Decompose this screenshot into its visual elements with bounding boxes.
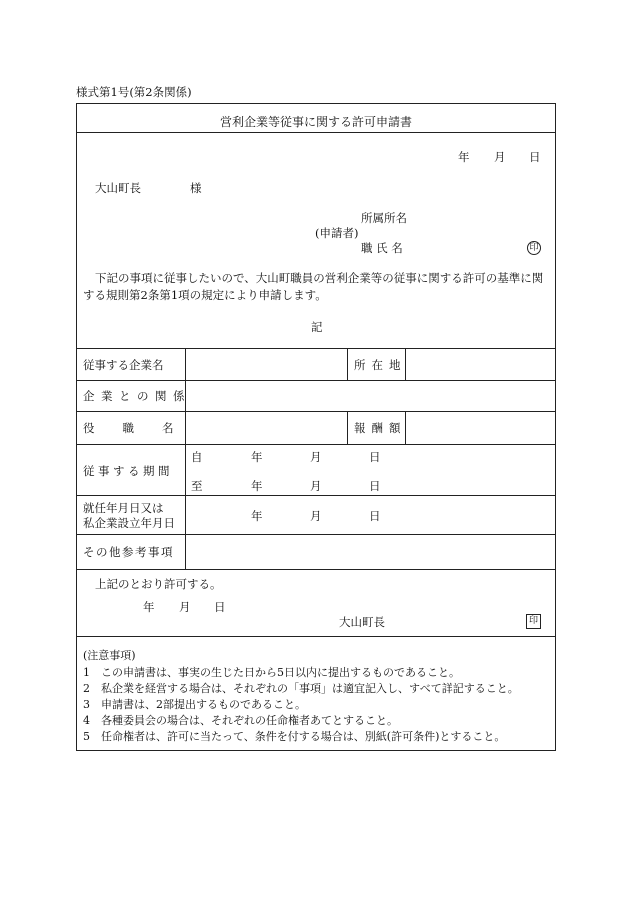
- title-divider: [77, 132, 555, 133]
- affiliation-label: 所属所名: [361, 211, 407, 225]
- approval-month: 月: [179, 600, 191, 614]
- company-name-label: [83, 357, 179, 373]
- location-field[interactable]: [406, 349, 554, 379]
- notes-item-3: 3 申請書は、2部提出するものであること。: [83, 698, 306, 711]
- other-field[interactable]: [186, 535, 554, 568]
- name-label: 職 氏 名: [361, 241, 403, 255]
- notes-item-1: 1 この申請書は、事実の生じた日から5日以内に提出するものであること。: [83, 666, 460, 679]
- notes-heading: (注意事項): [83, 649, 136, 662]
- location-label: 所在地: [354, 358, 407, 372]
- position-label: 役職名: [83, 421, 202, 435]
- appointment-label-2: 私企業設立年月日: [83, 516, 175, 530]
- form-title: 営利企業等従事に関する許可申請書: [219, 115, 412, 129]
- form-number: 様式第1号(第2条関係): [76, 85, 192, 99]
- request-text: 下記の事項に従事したいので、大山町職員の営利企業等の従事に関する許可の基準に関する規則第2条第1項の規定により申請します。: [83, 271, 544, 302]
- date-day: 日: [529, 150, 541, 164]
- approval-authority: 大山町長: [339, 615, 385, 629]
- period-from-prefix: 自: [191, 450, 203, 464]
- appointment-day: 日: [369, 509, 381, 523]
- period-to-prefix: 至: [191, 479, 203, 493]
- period-from-month: 月: [310, 450, 322, 464]
- approval-text: 上記のとおり許可する。: [95, 577, 222, 591]
- approval-seal: 印: [526, 614, 541, 629]
- notes-item-5: 5 任命権者は、許可に当たって、条件を付する場合は、別紙(許可条件)とすること。: [83, 730, 506, 743]
- notes-divider: [77, 636, 555, 637]
- approval-day: 日: [214, 600, 226, 614]
- location-left-line: [347, 348, 348, 380]
- period-from-year: 年: [251, 450, 263, 464]
- period-label: 従事する期間: [83, 464, 173, 478]
- salary-label: 報酬額: [354, 421, 407, 435]
- period-from-day: 日: [369, 450, 381, 464]
- applicant-label: (申請者): [315, 226, 359, 240]
- other-label: その他参考事項: [83, 545, 174, 559]
- appointment-label-1: 就任年月日又は: [83, 501, 164, 515]
- row-line-3: [77, 444, 555, 445]
- row-line-4: [77, 495, 555, 496]
- notes-item-2: 2 私企業を経営する場合は、それぞれの「事項」は適宜記入し、すべて詳記すること。: [83, 682, 519, 695]
- approval-year: 年: [143, 600, 155, 614]
- notes-item-4: 4 各種委員会の場合は、それぞれの任命権者あてとすること。: [83, 714, 398, 727]
- company-name-text: 従事する企業名: [83, 358, 164, 372]
- date-year: 年: [458, 150, 470, 164]
- ki-mark: 記: [311, 320, 323, 334]
- salary-field[interactable]: [406, 412, 554, 443]
- application-form: [76, 103, 556, 751]
- company-name-field[interactable]: [186, 349, 346, 379]
- period-to-month: 月: [310, 479, 322, 493]
- appointment-year: 年: [251, 509, 263, 523]
- addressee-name: 大山町長: [95, 181, 141, 195]
- applicant-seal: 印: [527, 241, 541, 255]
- addressee-honorific: 様: [190, 181, 202, 195]
- period-to-day: 日: [369, 479, 381, 493]
- salary-left-line: [347, 411, 348, 444]
- relation-field[interactable]: [186, 381, 554, 410]
- position-field[interactable]: [186, 412, 346, 443]
- appointment-month: 月: [310, 509, 322, 523]
- table-bottom-line: [77, 569, 555, 570]
- relation-label: 企業との関係: [83, 389, 191, 403]
- period-to-year: 年: [251, 479, 263, 493]
- date-month: 月: [494, 150, 506, 164]
